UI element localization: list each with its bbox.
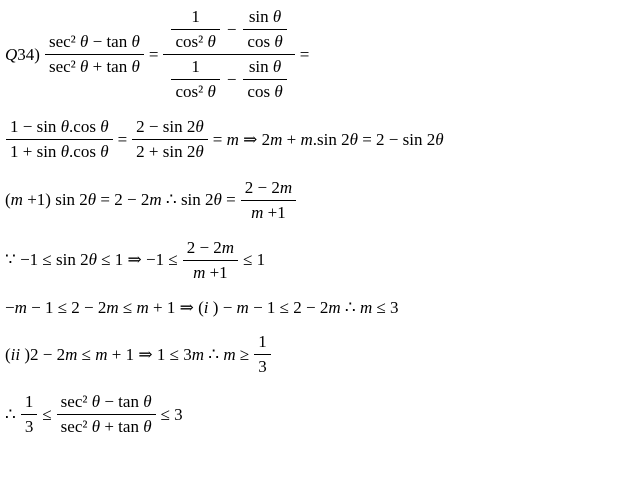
- fraction: [6, 116, 113, 163]
- math-line-4: [3, 237, 618, 284]
- math-text: = m ⇒ 2m + m.sin 2θ = 2 − sin 2θ: [212, 129, 444, 149]
- fraction: [163, 6, 294, 103]
- math-text: −: [226, 69, 237, 89]
- numerator: 2 − 2m: [241, 177, 296, 201]
- numerator: [163, 6, 294, 55]
- math-text: ≤: [42, 404, 52, 424]
- denominator: m +1: [193, 262, 228, 282]
- math-line-3: [3, 177, 618, 224]
- denominator: sec² θ + tan θ: [48, 57, 140, 77]
- numerator: 1 − sin θ.cos θ: [6, 116, 113, 140]
- numerator: 1: [21, 391, 38, 415]
- fraction: [21, 391, 38, 438]
- denominator: 2 + sin 2θ: [136, 142, 204, 162]
- numerator: sin θ: [243, 56, 286, 80]
- numerator: 2 − sin 2θ: [132, 116, 208, 140]
- math-line-7: [3, 391, 618, 438]
- numerator: sec² θ − tan θ: [57, 391, 156, 415]
- denominator: sec² θ + tan θ: [60, 417, 152, 437]
- numerator: sin θ: [243, 6, 286, 30]
- math-text: ≤ 1: [243, 250, 266, 270]
- numerator: sec² θ − tan θ: [45, 31, 144, 55]
- denominator: cos θ: [247, 82, 283, 102]
- math-line-1: [3, 6, 618, 103]
- fraction: [254, 331, 271, 378]
- math-text: −m − 1 ≤ 2 − 2m ≤ m + 1 ⇒ (i ) − m − 1 ≤ 2 − 2m ∴ m ≤ 3: [5, 298, 399, 318]
- math-text: ∵ −1 ≤ sin 2θ ≤ 1 ⇒ −1 ≤: [5, 250, 178, 270]
- denominator: 3: [258, 357, 267, 377]
- fraction: [183, 237, 238, 284]
- fraction: [45, 31, 144, 78]
- math-line-5: [3, 297, 618, 318]
- math-text: =: [148, 44, 159, 64]
- denominator: 1 + sin θ.cos θ: [10, 142, 109, 162]
- fraction: [171, 6, 219, 53]
- math-text: ∴: [5, 404, 16, 424]
- denominator: cos² θ: [175, 32, 216, 52]
- numerator: 2 − 2m: [183, 237, 238, 261]
- numerator: 1: [171, 56, 219, 80]
- denominator: m +1: [251, 202, 286, 222]
- denominator: cos θ: [247, 32, 283, 52]
- denominator: 3: [24, 417, 34, 437]
- math-line-2: [3, 116, 618, 163]
- math-text: (m +1) sin 2θ = 2 − 2m ∴ sin 2θ =: [5, 190, 236, 210]
- fraction: [243, 6, 286, 53]
- equation-lines: [3, 6, 618, 438]
- math-text: Q34): [5, 44, 40, 64]
- math-text: =: [299, 44, 310, 64]
- fraction: [57, 391, 156, 438]
- denominator: cos² θ: [175, 82, 216, 102]
- math-text: ≤ 3: [160, 404, 183, 424]
- fraction: [243, 56, 286, 103]
- math-text: (ii )2 − 2m ≤ m + 1 ⇒ 1 ≤ 3m ∴ m ≥: [5, 344, 250, 364]
- math-text: −: [226, 19, 237, 39]
- fraction: [171, 56, 219, 103]
- numerator: 1: [254, 331, 271, 355]
- math-line-6: [3, 331, 618, 378]
- denominator: [163, 55, 294, 103]
- numerator: 1: [171, 6, 219, 30]
- math-text: =: [117, 129, 128, 149]
- fraction: [132, 116, 208, 163]
- fraction: [241, 177, 296, 224]
